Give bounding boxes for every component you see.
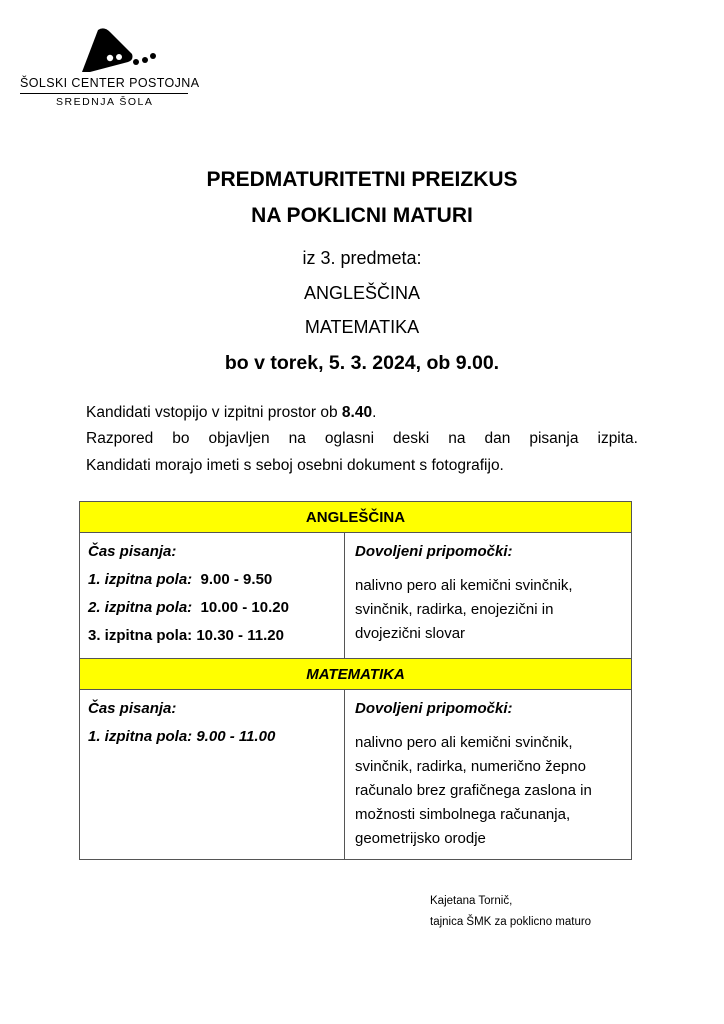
english-paper-1-time: 9.00 - 9.50 bbox=[200, 571, 273, 588]
logo-emblem-icon bbox=[80, 26, 160, 74]
intro-entry-end: . bbox=[372, 404, 377, 421]
math-aids-cell bbox=[345, 690, 632, 860]
title-line-1: PREDMATURITETNI PREIZKUS bbox=[206, 168, 518, 191]
title-line-2: NA POKLICNI MATURI bbox=[251, 204, 473, 227]
subject-intro: iz 3. predmeta: bbox=[302, 248, 422, 268]
math-aids-label: Dovoljeni pripomočki: bbox=[355, 700, 513, 717]
subject-math: MATEMATIKA bbox=[304, 317, 420, 337]
signature-role: tajnica ŠMK za poklicno maturo bbox=[430, 916, 592, 928]
exam-date: bo v torek, 5. 3. 2024, ob 9.00. bbox=[224, 352, 500, 374]
intro-entry-time: 8.40 bbox=[341, 404, 373, 421]
english-time-cell bbox=[80, 533, 345, 659]
subject-english: ANGLEŠČINA bbox=[303, 283, 421, 303]
math-aids-text: nalivno pero ali kemični svinčnik, svinčnik, radirka, numerično žepno računalo brez grafičnega zaslona in možnosti simbolnega računanja, geometrijsko orodje bbox=[355, 734, 592, 847]
english-paper-2-label: 2. izpitna pola: bbox=[88, 599, 193, 616]
intro-schedule-line: Razpored bo objavljen na oglasni deski na dan pisanja izpita. bbox=[86, 430, 638, 447]
logo-divider bbox=[20, 93, 188, 94]
logo-school-name: ŠOLSKI CENTER POSTOJNA bbox=[20, 76, 200, 90]
english-paper-2 bbox=[88, 594, 336, 622]
intro-entry-text: Kandidati vstopijo v izpitni prostor ob bbox=[86, 404, 342, 421]
english-header: ANGLEŠČINA bbox=[80, 502, 632, 533]
exam-table bbox=[79, 501, 632, 860]
math-paper-1: 1. izpitna pola: 9.00 - 11.00 bbox=[88, 728, 276, 745]
intro-document-line: Kandidati morajo imeti s seboj osebni dokument s fotografijo. bbox=[86, 457, 504, 474]
math-time-label: Čas pisanja: bbox=[88, 700, 177, 717]
english-aids-label: Dovoljeni pripomočki: bbox=[355, 543, 513, 560]
english-paper-2-time: 10.00 - 10.20 bbox=[200, 599, 289, 616]
school-logo bbox=[20, 22, 200, 112]
logo-subtitle: SREDNJA ŠOLA bbox=[56, 96, 154, 108]
english-paper-1 bbox=[88, 566, 336, 594]
math-time-cell bbox=[80, 690, 345, 860]
signature-name: Kajetana Tornič, bbox=[430, 895, 513, 907]
english-aids-cell bbox=[345, 533, 632, 659]
english-aids-text: nalivno pero ali kemični svinčnik, svinčnik, radirka, enojezični in dvojezični slovar bbox=[355, 577, 573, 642]
english-time-label: Čas pisanja: bbox=[88, 543, 177, 560]
english-paper-3: 3. izpitna pola: 10.30 - 11.20 bbox=[88, 627, 284, 644]
math-header: MATEMATIKA bbox=[80, 659, 632, 690]
english-paper-1-label: 1. izpitna pola: bbox=[88, 571, 193, 588]
intro-entry-line bbox=[86, 404, 638, 422]
